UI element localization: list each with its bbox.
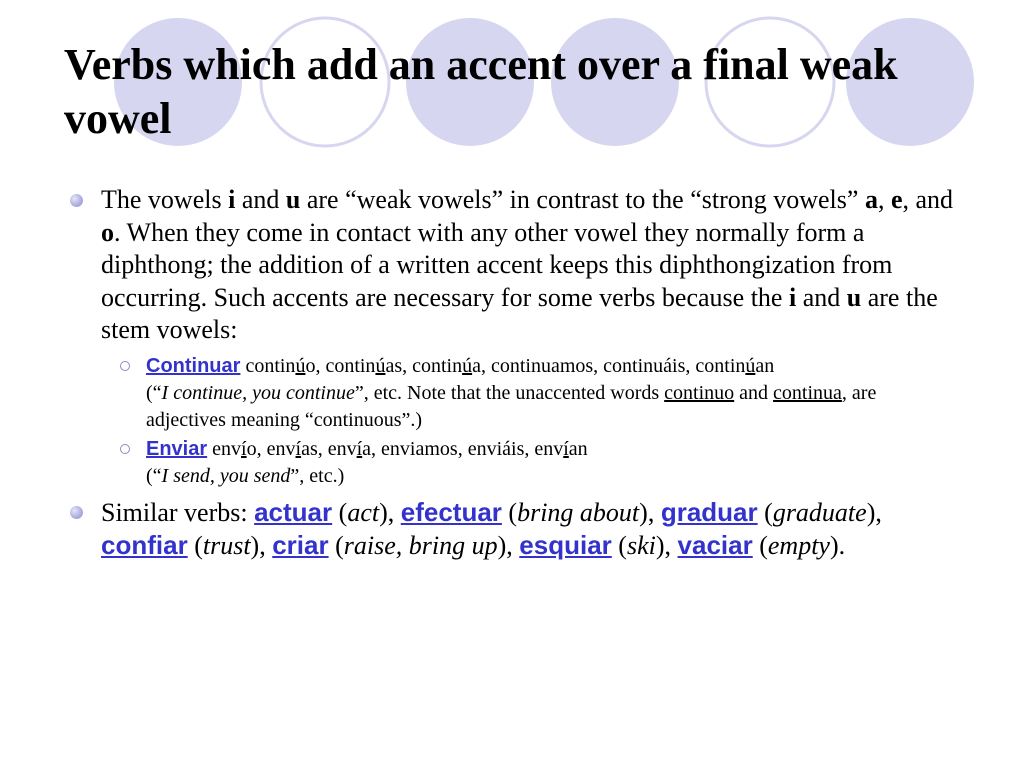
text: , <box>877 185 891 214</box>
text: ( <box>332 497 348 527</box>
text: an <box>755 354 775 377</box>
text: ( <box>611 531 627 560</box>
translation: raise, bring up <box>343 531 498 560</box>
text: ( <box>501 497 518 527</box>
text: as, env <box>301 437 357 460</box>
sub-bullet-continuar <box>0 353 946 434</box>
esquiar-link[interactable]: esquiar <box>519 530 612 560</box>
bold-letter: e <box>890 185 903 214</box>
accent-letter: í <box>295 437 302 460</box>
text: , are adjectives meaning “continuous”.) <box>146 381 877 431</box>
text: ( <box>757 497 773 527</box>
text: ( <box>752 531 768 560</box>
bold-letter: u <box>285 185 301 214</box>
text: ”, etc.) <box>290 464 345 487</box>
bullet-disc-icon <box>70 194 83 207</box>
text: o, env <box>246 437 296 460</box>
continuar-link[interactable]: Continuar <box>146 354 241 377</box>
text: ), <box>655 531 678 560</box>
vaciar-link[interactable]: vaciar <box>677 530 753 560</box>
text: ). <box>829 531 846 560</box>
actuar-link[interactable]: actuar <box>254 496 333 527</box>
text: and <box>235 185 286 214</box>
sub-bullet-enviar <box>0 436 946 490</box>
bold-letter: o <box>101 217 114 247</box>
bullet-ring-icon <box>120 361 130 371</box>
text: and <box>796 282 847 312</box>
text: (“ <box>146 464 162 487</box>
text: ”, etc. Note that the unaccented words <box>354 381 665 404</box>
bullet-disc-icon <box>70 506 83 519</box>
text: ), <box>250 531 273 560</box>
text: Similar verbs: <box>101 497 255 527</box>
criar-link[interactable]: criar <box>272 530 329 560</box>
translation: I send, you send <box>161 464 291 487</box>
accent-letter: ú <box>745 354 756 377</box>
accent-letter: ú <box>375 354 386 377</box>
translation: ski <box>626 531 656 560</box>
accent-letter: í <box>356 437 363 460</box>
bullet-ring-icon <box>120 444 130 454</box>
text: contin <box>240 354 296 377</box>
text: a, continuamos, continuáis, contin <box>472 354 746 377</box>
text: ), <box>497 531 520 560</box>
text: an <box>568 437 588 460</box>
text: as, contin <box>385 354 463 377</box>
translation: act <box>347 497 380 527</box>
text: The vowels <box>101 185 229 214</box>
text: o, contin <box>305 354 376 377</box>
text: ), <box>639 497 661 527</box>
graduar-link[interactable]: graduar <box>660 496 758 527</box>
slide-title: Verbs which add an accent over a final weak vowel <box>64 40 898 143</box>
text: a, enviamos, enviáis, env <box>362 437 564 460</box>
text: ), <box>379 497 401 527</box>
translation: trust <box>202 531 251 560</box>
text: ( <box>187 531 203 560</box>
bullet-weak-vowels <box>0 184 971 347</box>
confiar-link[interactable]: confiar <box>101 530 188 560</box>
text: , and <box>902 185 954 214</box>
text: and <box>734 381 774 404</box>
translation: I continue, you continue <box>161 381 355 404</box>
text: ), <box>866 497 882 527</box>
accent-letter: í <box>563 437 569 460</box>
text: ( <box>328 531 344 560</box>
slide-body <box>0 184 1024 563</box>
translation: graduate <box>772 497 867 527</box>
enviar-link[interactable]: Enviar <box>146 437 208 460</box>
bold-letter: a <box>864 185 878 214</box>
efectuar-link[interactable]: efectuar <box>400 496 502 527</box>
text: (“ <box>146 381 162 404</box>
text: env <box>207 437 242 460</box>
accent-letter: ú <box>295 354 306 377</box>
translation: empty <box>767 531 830 560</box>
bold-letter: i <box>228 185 236 214</box>
underlined-word: continuo <box>664 381 735 404</box>
bold-letter: i <box>788 282 797 312</box>
text: are the stem vowels: <box>101 282 938 344</box>
accent-letter: í <box>241 437 247 460</box>
text: . When they come in contact with any other vowel they normally form a diphthong; the addition of a written accent keeps this diphthongization from occurring. Such accents are necessary for some verbs because the <box>101 217 893 312</box>
underlined-word: continua <box>773 381 842 404</box>
bold-letter: u <box>846 282 862 312</box>
text: are “weak vowels” in contrast to the “strong vowels” <box>300 185 865 214</box>
translation: bring about <box>517 497 640 527</box>
accent-letter: ú <box>462 354 473 377</box>
bullet-similar-verbs <box>0 496 971 563</box>
